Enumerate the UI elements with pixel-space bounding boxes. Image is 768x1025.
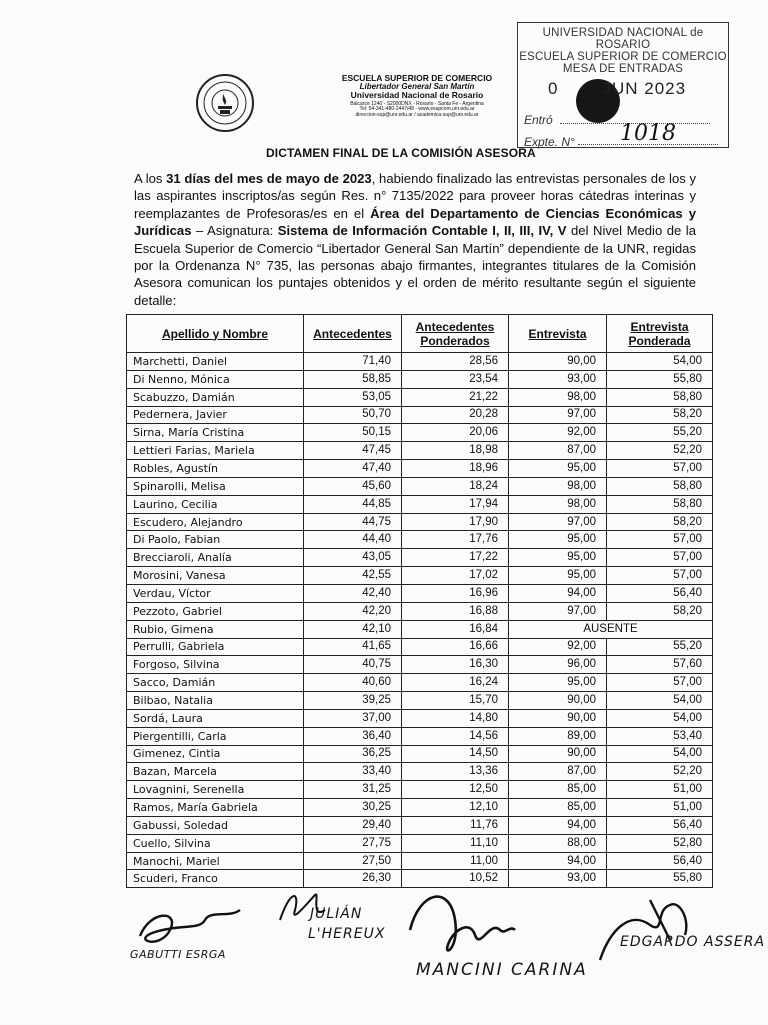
cell-antecedentes: 29,40	[304, 816, 402, 834]
cell-nombre: Robles, Agustín	[127, 460, 304, 478]
table-row	[127, 692, 713, 710]
signature-2-last-name: L'HEREUX	[308, 926, 386, 942]
cell-nombre: Scuderi, Franco	[127, 870, 304, 888]
cell-entrevista: 95,00	[509, 567, 607, 585]
table-row	[127, 370, 713, 388]
cell-antecedentes-ponderados: 23,54	[402, 370, 509, 388]
table-row	[127, 816, 713, 834]
table-row	[127, 584, 713, 602]
cell-entrevista-ponderada: 57,00	[607, 567, 713, 585]
table-row	[127, 442, 713, 460]
stamp-school: ESCUELA SUPERIOR DE COMERCIO	[519, 51, 727, 63]
cell-entrevista-ponderada: 55,20	[607, 638, 713, 656]
table-row	[127, 531, 713, 549]
cell-entrevista: 96,00	[509, 656, 607, 674]
document-title: DICTAMEN FINAL DE LA COMISIÓN ASESORA	[266, 146, 536, 160]
cell-entrevista-ponderada: 54,00	[607, 353, 713, 371]
cell-nombre: Di Nenno, Mónica	[127, 370, 304, 388]
cell-antecedentes: 27,50	[304, 852, 402, 870]
table-header-row	[127, 315, 713, 353]
results-table	[126, 314, 713, 888]
cell-entrevista-ponderada: 58,20	[607, 513, 713, 531]
school-address: Balcarce 1240 - S2000DNX - Rosario - Santa Fe - Argentina	[350, 101, 484, 108]
cell-antecedentes-ponderados: 16,96	[402, 584, 509, 602]
cell-entrevista-ponderada: 54,00	[607, 745, 713, 763]
university-seal-icon	[196, 74, 254, 132]
table-row	[127, 388, 713, 406]
cell-nombre: Lovagnini, Serenella	[127, 781, 304, 799]
table-row	[127, 353, 713, 371]
cell-nombre: Manochi, Mariel	[127, 852, 304, 870]
cell-entrevista: 94,00	[509, 584, 607, 602]
cell-entrevista-ponderada: 58,20	[607, 406, 713, 424]
cell-entrevista: 95,00	[509, 549, 607, 567]
cell-entrevista-ponderada: 56,40	[607, 584, 713, 602]
body-paragraph: A los 31 días del mes de mayo de 2023, habiendo finalizado las entrevistas personales de los y las aspirantes inscriptos/as según Res. n° 7135/2022 para proveer horas cátedras interinas y reemplazantes de Profesoras/es en el Área del Departamento de Ciencias Económicas y Jurídicas – Asignatura: Sistema de Información Contable I, II, III, IV, V del Nivel Medio de la Escuela Superior de Comercio “Libertador General San Martín” dependiente de la UNR, regidas por la Ordenanza N° 735, las personas abajo firmantes, integrantes titulares de la Comisión Asesora comunican los puntajes obtenidos y el orden de mérito resultante según el siguiente detalle:	[134, 171, 697, 308]
cell-entrevista: 87,00	[509, 763, 607, 781]
cell-antecedentes: 42,55	[304, 567, 402, 585]
cell-antecedentes: 39,25	[304, 692, 402, 710]
table-row	[127, 674, 713, 692]
cell-antecedentes: 41,65	[304, 638, 402, 656]
table-row	[127, 477, 713, 495]
cell-entrevista: 93,00	[509, 370, 607, 388]
cell-antecedentes-ponderados: 18,24	[402, 477, 509, 495]
cell-entrevista-ponderada: 55,80	[607, 370, 713, 388]
table-row	[127, 799, 713, 817]
table-row	[127, 460, 713, 478]
cell-nombre: Morosini, Vanesa	[127, 567, 304, 585]
cell-entrevista: 97,00	[509, 406, 607, 424]
cell-nombre: Bilbao, Natalia	[127, 692, 304, 710]
cell-entrevista: 87,00	[509, 442, 607, 460]
school-phone: Tel: 54-341-480-2447/48 - www.esupcom.unr.edu.ar	[359, 106, 475, 113]
header-entrevista-ponderada: Entrevista Ponderada	[607, 315, 713, 353]
school-header	[322, 74, 512, 118]
cell-entrevista-ponderada: 53,40	[607, 727, 713, 745]
signature-1-stroke	[140, 910, 240, 942]
cell-nombre: Scabuzzo, Damián	[127, 388, 304, 406]
cell-antecedentes-ponderados: 21,22	[402, 388, 509, 406]
table-row	[127, 513, 713, 531]
cell-antecedentes-ponderados: 17,76	[402, 531, 509, 549]
table-row	[127, 656, 713, 674]
cell-antecedentes-ponderados: 17,90	[402, 513, 509, 531]
cell-entrevista-ponderada: 58,20	[607, 602, 713, 620]
cell-antecedentes: 40,75	[304, 656, 402, 674]
cell-entrevista-ponderada: 57,00	[607, 549, 713, 567]
cell-entrevista-ponderada: 58,80	[607, 477, 713, 495]
cell-nombre: Forgoso, Silvina	[127, 656, 304, 674]
cell-entrevista-ponderada: 57,00	[607, 674, 713, 692]
stamp-university: UNIVERSIDAD NACIONAL de ROSARIO	[542, 27, 704, 51]
signature-4-stroke	[600, 900, 686, 960]
cell-antecedentes: 50,70	[304, 406, 402, 424]
cell-nombre: Gabussi, Soledad	[127, 816, 304, 834]
cell-antecedentes-ponderados: 16,88	[402, 602, 509, 620]
cell-antecedentes: 30,25	[304, 799, 402, 817]
cell-entrevista-ponderada: 52,20	[607, 763, 713, 781]
cell-antecedentes: 36,25	[304, 745, 402, 763]
cell-entrevista-ponderada: 57,60	[607, 656, 713, 674]
header-antecedentes: Antecedentes	[304, 315, 402, 353]
cell-antecedentes: 36,40	[304, 727, 402, 745]
cell-nombre: Sordá, Laura	[127, 709, 304, 727]
cell-antecedentes-ponderados: 14,50	[402, 745, 509, 763]
cell-antecedentes-ponderados: 16,66	[402, 638, 509, 656]
cell-antecedentes-ponderados: 28,56	[402, 353, 509, 371]
cell-entrevista: 92,00	[509, 424, 607, 442]
header-entrevista: Entrevista	[509, 315, 607, 353]
cell-antecedentes-ponderados: 13,36	[402, 763, 509, 781]
cell-nombre: Escudero, Alejandro	[127, 513, 304, 531]
cell-entrevista: 89,00	[509, 727, 607, 745]
table-row	[127, 638, 713, 656]
cell-entrevista: 97,00	[509, 513, 607, 531]
cell-antecedentes: 33,40	[304, 763, 402, 781]
cell-antecedentes: 31,25	[304, 781, 402, 799]
cell-nombre: Laurino, Cecilia	[127, 495, 304, 513]
table-row	[127, 781, 713, 799]
seal-emblem-icon	[201, 79, 249, 127]
cell-antecedentes-ponderados: 16,30	[402, 656, 509, 674]
cell-entrevista: 95,00	[509, 531, 607, 549]
header-nombre: Apellido y Nombre	[127, 315, 304, 353]
cell-entrevista: 98,00	[509, 388, 607, 406]
cell-entrevista: 85,00	[509, 781, 607, 799]
signature-2-first-name: JULIÁN	[310, 906, 363, 922]
stamp-expte-label: Expte. N°	[524, 135, 575, 149]
cell-entrevista: 93,00	[509, 870, 607, 888]
cell-nombre: Pezzoto, Gabriel	[127, 602, 304, 620]
school-name: ESCUELA SUPERIOR DE COMERCIO	[341, 73, 493, 83]
cell-antecedentes-ponderados: 20,06	[402, 424, 509, 442]
cell-antecedentes: 47,40	[304, 460, 402, 478]
cell-entrevista-ponderada: 54,00	[607, 709, 713, 727]
cell-entrevista: 95,00	[509, 674, 607, 692]
cell-nombre: Rubio, Gimena	[127, 620, 304, 638]
cell-entrevista-ponderada: 52,80	[607, 834, 713, 852]
cell-entrevista-ponderada: 57,00	[607, 531, 713, 549]
cell-nombre: Verdau, Víctor	[127, 584, 304, 602]
table-row	[127, 495, 713, 513]
cell-entrevista: 90,00	[509, 745, 607, 763]
header-antecedentes-ponderados: Antecedentes Ponderados	[402, 315, 509, 353]
table-body	[127, 353, 713, 888]
cell-entrevista: 98,00	[509, 495, 607, 513]
cell-antecedentes-ponderados: 20,28	[402, 406, 509, 424]
cell-antecedentes-ponderados: 11,00	[402, 852, 509, 870]
signature-3-stroke	[410, 897, 515, 951]
signature-4-name: EDGARDO ASSERA	[620, 934, 766, 950]
university-name: Universidad Nacional de Rosario	[350, 90, 484, 101]
cell-antecedentes-ponderados: 17,02	[402, 567, 509, 585]
cell-antecedentes-ponderados: 16,24	[402, 674, 509, 692]
cell-antecedentes: 44,75	[304, 513, 402, 531]
cell-antecedentes-ponderados: 12,50	[402, 781, 509, 799]
stamp-entro-label: Entró	[524, 113, 553, 127]
cell-antecedentes: 42,10	[304, 620, 402, 638]
signature-1-name: GABUTTI ESRGA	[130, 948, 226, 961]
cell-nombre: Lettieri Farias, Mariela	[127, 442, 304, 460]
table-row	[127, 406, 713, 424]
cell-entrevista-ponderada: 51,00	[607, 781, 713, 799]
cell-entrevista: 90,00	[509, 709, 607, 727]
cell-nombre: Marchetti, Daniel	[127, 353, 304, 371]
table-row	[127, 567, 713, 585]
table-row	[127, 727, 713, 745]
cell-antecedentes: 42,20	[304, 602, 402, 620]
cell-antecedentes-ponderados: 18,98	[402, 442, 509, 460]
cell-entrevista-ponderada: 56,40	[607, 852, 713, 870]
table-row	[127, 549, 713, 567]
cell-antecedentes: 71,40	[304, 353, 402, 371]
cell-antecedentes-ponderados: 17,22	[402, 549, 509, 567]
signatures-area	[110, 880, 768, 1020]
cell-antecedentes-ponderados: 15,70	[402, 692, 509, 710]
cell-entrevista-ponderada: 55,20	[607, 424, 713, 442]
cell-nombre: Cuello, Silvina	[127, 834, 304, 852]
cell-ausente: AUSENTE	[509, 620, 713, 638]
cell-antecedentes-ponderados: 12,10	[402, 799, 509, 817]
stamp-expte-number: 1018	[620, 121, 676, 146]
cell-nombre: Sacco, Damián	[127, 674, 304, 692]
cell-antecedentes-ponderados: 14,56	[402, 727, 509, 745]
cell-entrevista: 90,00	[509, 692, 607, 710]
cell-antecedentes: 40,60	[304, 674, 402, 692]
cell-entrevista-ponderada: 52,20	[607, 442, 713, 460]
cell-entrevista-ponderada: 56,40	[607, 816, 713, 834]
cell-entrevista: 85,00	[509, 799, 607, 817]
cell-antecedentes-ponderados: 16,84	[402, 620, 509, 638]
cell-antecedentes: 44,85	[304, 495, 402, 513]
cell-entrevista: 88,00	[509, 834, 607, 852]
cell-nombre: Spinarolli, Melisa	[127, 477, 304, 495]
table-row	[127, 834, 713, 852]
cell-antecedentes: 44,40	[304, 531, 402, 549]
cell-antecedentes-ponderados: 10,52	[402, 870, 509, 888]
table-row	[127, 424, 713, 442]
cell-nombre: Di Paolo, Fabian	[127, 531, 304, 549]
cell-nombre: Piergentilli, Carla	[127, 727, 304, 745]
cell-antecedentes: 37,00	[304, 709, 402, 727]
cell-antecedentes: 42,40	[304, 584, 402, 602]
cell-entrevista-ponderada: 54,00	[607, 692, 713, 710]
cell-antecedentes: 58,85	[304, 370, 402, 388]
cell-nombre: Brecciaroli, Analía	[127, 549, 304, 567]
cell-entrevista-ponderada: 58,80	[607, 495, 713, 513]
cell-entrevista-ponderada: 55,80	[607, 870, 713, 888]
cell-antecedentes: 47,45	[304, 442, 402, 460]
cell-antecedentes: 53,05	[304, 388, 402, 406]
cell-entrevista: 94,00	[509, 852, 607, 870]
cell-entrevista-ponderada: 58,80	[607, 388, 713, 406]
cell-antecedentes-ponderados: 18,96	[402, 460, 509, 478]
cell-entrevista-ponderada: 51,00	[607, 799, 713, 817]
cell-nombre: Ramos, María Gabriela	[127, 799, 304, 817]
cell-nombre: Pedernera, Javier	[127, 406, 304, 424]
school-subtitle: Libertador General San Martín	[359, 81, 475, 91]
cell-entrevista: 92,00	[509, 638, 607, 656]
signature-3-name: MANCINI CARINA	[416, 960, 588, 980]
cell-nombre: Gimenez, Cintia	[127, 745, 304, 763]
school-emails: direccion-sup@unr.edu.ar / academica-sup@unr.edu.ar	[355, 111, 479, 118]
cell-antecedentes: 26,30	[304, 870, 402, 888]
stamp-date: 0 JUN 2023	[548, 79, 687, 98]
cell-entrevista: 94,00	[509, 816, 607, 834]
table-row	[127, 709, 713, 727]
table-row	[127, 852, 713, 870]
cell-entrevista: 98,00	[509, 477, 607, 495]
cell-nombre: Perrulli, Gabriela	[127, 638, 304, 656]
table-row	[127, 763, 713, 781]
cell-antecedentes-ponderados: 11,10	[402, 834, 509, 852]
cell-antecedentes-ponderados: 14,80	[402, 709, 509, 727]
stamp-office: MESA DE ENTRADAS	[562, 63, 684, 75]
cell-antecedentes: 43,05	[304, 549, 402, 567]
cell-entrevista: 95,00	[509, 460, 607, 478]
cell-nombre: Sirna, María Cristina	[127, 424, 304, 442]
cell-antecedentes-ponderados: 11,76	[402, 816, 509, 834]
cell-entrevista-ponderada: 57,00	[607, 460, 713, 478]
reception-stamp	[517, 22, 729, 148]
cell-entrevista: 90,00	[509, 353, 607, 371]
cell-antecedentes-ponderados: 17,94	[402, 495, 509, 513]
cell-nombre: Bazan, Marcela	[127, 763, 304, 781]
table-row	[127, 620, 713, 638]
cell-antecedentes: 27,75	[304, 834, 402, 852]
cell-entrevista: 97,00	[509, 602, 607, 620]
table-row	[127, 745, 713, 763]
cell-antecedentes: 50,15	[304, 424, 402, 442]
table-row	[127, 602, 713, 620]
cell-antecedentes: 45,60	[304, 477, 402, 495]
